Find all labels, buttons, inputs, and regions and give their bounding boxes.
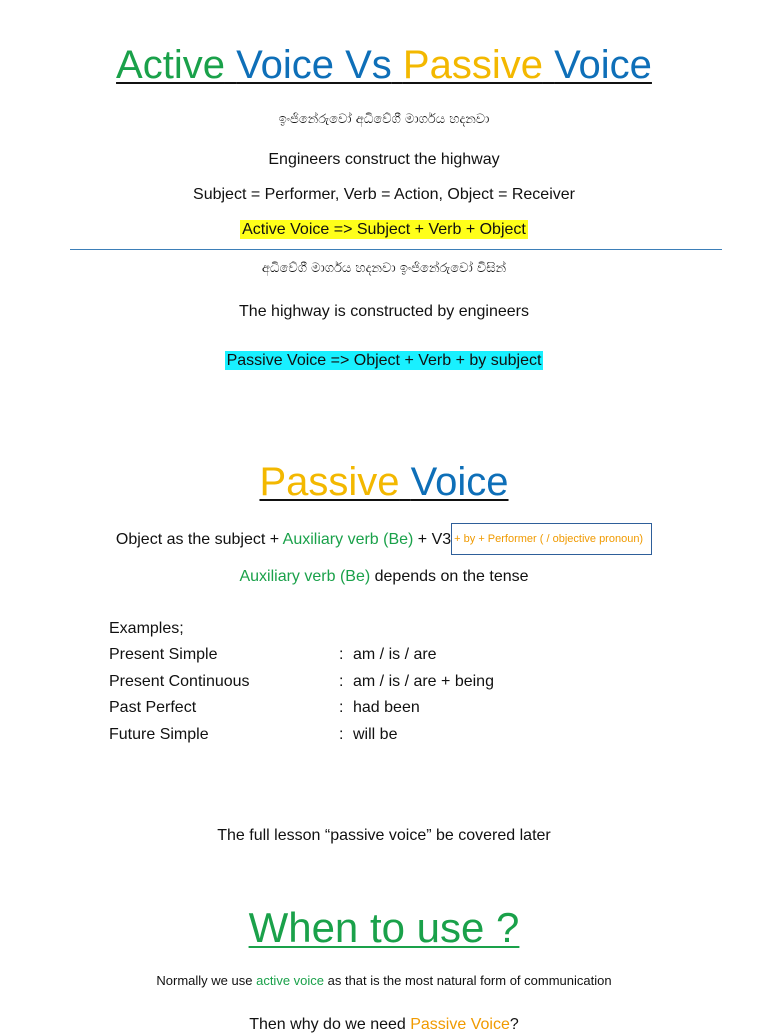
passive-formula-line xyxy=(0,350,768,372)
question-highlight: Passive Voice xyxy=(410,1016,510,1033)
passive-voice-heading xyxy=(0,458,768,506)
when-to-use-heading: When to use ? xyxy=(248,904,520,951)
active-formula: Active Voice => Subject + Verb + Object xyxy=(242,221,526,238)
passive-structure xyxy=(0,524,768,556)
question-pre: Then why do we need xyxy=(249,1016,411,1033)
tense-name: Present Simple xyxy=(109,646,218,664)
tense-name: Past Perfect xyxy=(109,699,197,717)
active-formula-line xyxy=(0,219,768,241)
passive-formula: Passive Voice => Object + Verb + by subject xyxy=(226,352,542,369)
structure-v3: + V3 xyxy=(413,531,452,549)
tense-form: will be xyxy=(353,725,398,743)
passive-example-sentence: The highway is constructed by engineers xyxy=(239,303,529,320)
tense-form: had been xyxy=(353,699,420,717)
when-text-highlight: active voice xyxy=(256,973,325,988)
when-text-post: as that is the most natural form of communication xyxy=(324,973,612,988)
structure-object: Object as the subject + xyxy=(115,531,283,549)
table-row xyxy=(109,722,494,748)
structure-boxed-note: + by + Performer ( / objective pronoun) xyxy=(451,523,652,555)
page-title xyxy=(0,41,768,89)
section-divider xyxy=(70,249,722,250)
question-post: ? xyxy=(509,1016,519,1033)
tense-form: am / is / are + being xyxy=(353,672,494,690)
tense-name: Present Continuous xyxy=(109,672,250,690)
question-line xyxy=(0,1014,768,1036)
heading-voice: Voice xyxy=(410,460,509,504)
aux-note-rest: depends on the tense xyxy=(370,568,529,585)
tense-name: Future Simple xyxy=(109,725,209,743)
structure-aux: Auxiliary verb (Be) xyxy=(282,531,414,549)
examples-table xyxy=(109,616,494,748)
aux-note-aux: Auxiliary verb (Be) xyxy=(239,568,371,585)
when-text-pre: Normally we use xyxy=(156,973,257,988)
active-roles: Subject = Performer, Verb = Action, Object = Receiver xyxy=(193,186,575,203)
tense-colon: : xyxy=(339,725,344,743)
heading-passive: Passive xyxy=(259,460,400,504)
tense-colon: : xyxy=(339,699,344,717)
tense-colon: : xyxy=(339,672,344,690)
title-voice-vs: Voice Vs xyxy=(236,43,392,87)
aux-note xyxy=(0,566,768,588)
table-row xyxy=(109,669,494,695)
active-example-sentence: Engineers construct the highway xyxy=(268,151,500,168)
active-sinhala-sentence: ඉංජිනේරුවෝ අධිවේගී මාර්ගය හදනවා xyxy=(278,112,490,127)
title-passive: Passive xyxy=(402,43,543,87)
passive-sinhala-sentence: අධිවේගී මාර්ගය හදනවා ඉංජිනේරුවෝ විසින් xyxy=(261,261,507,276)
later-note: The full lesson “passive voice” be covered later xyxy=(217,827,551,844)
when-text xyxy=(0,972,768,990)
table-row xyxy=(109,695,494,721)
examples-heading: Examples; xyxy=(109,620,184,637)
title-active: Active xyxy=(116,43,225,87)
title-voice: Voice xyxy=(554,43,652,87)
tense-colon: : xyxy=(339,646,344,664)
tense-form: am / is / are xyxy=(353,646,437,664)
table-row xyxy=(109,642,494,668)
